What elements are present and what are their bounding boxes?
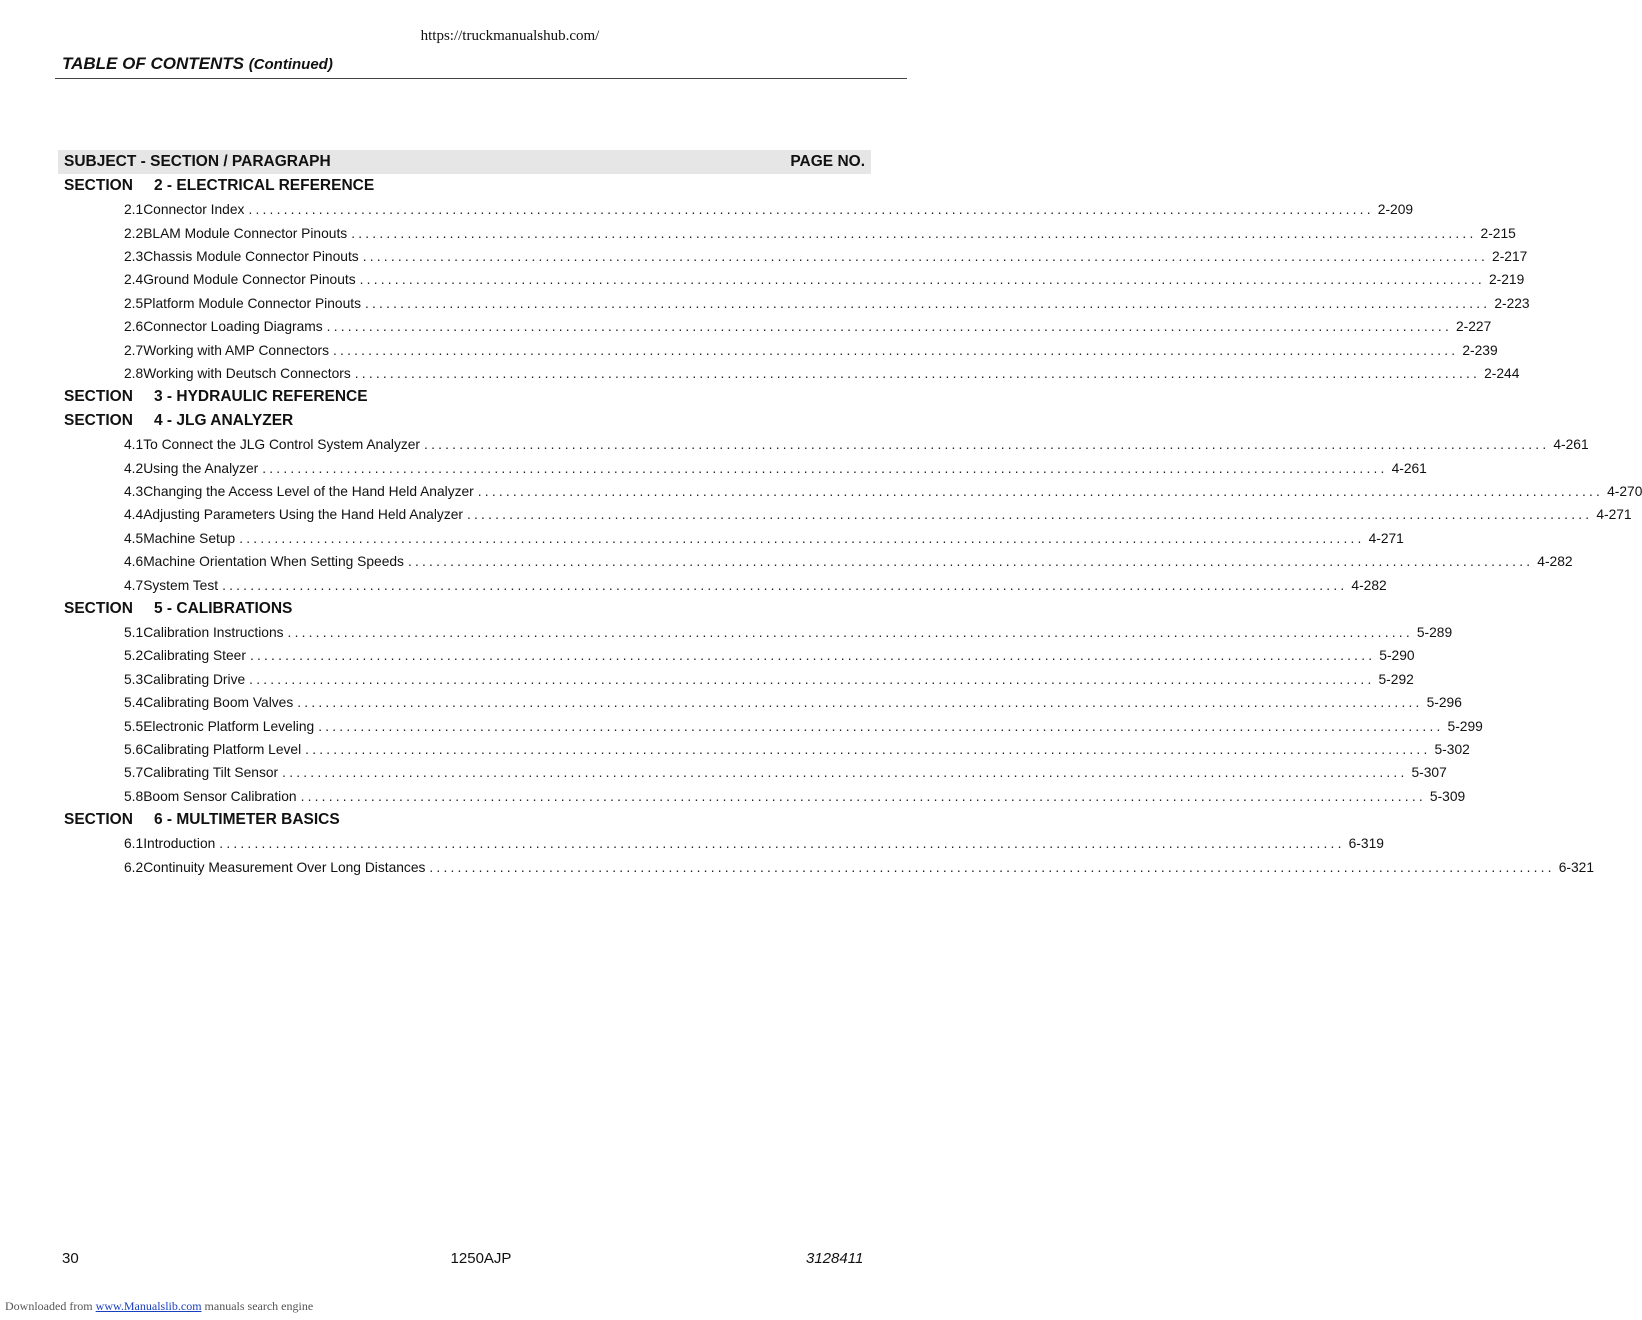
entry-number: 6.1 xyxy=(124,836,144,852)
toc-section-row xyxy=(58,808,871,832)
download-suffix: manuals search engine xyxy=(204,1299,314,1313)
entry-page: 5-302 xyxy=(1434,742,1470,757)
entry-title: Calibrating Steer xyxy=(143,648,246,664)
toc-section-row xyxy=(58,385,871,409)
section-label: SECTION xyxy=(64,177,133,194)
dot-leader: ................................................................................................................................................................ xyxy=(249,648,1376,664)
entry-title: Changing the Access Level of the Hand Held Analyzer xyxy=(143,484,474,500)
toc-entry-row[interactable] xyxy=(58,855,1595,878)
toc-section-row xyxy=(58,597,871,621)
entry-title: BLAM Module Connector Pinouts xyxy=(143,225,348,241)
entry-title-wrap xyxy=(143,437,1588,452)
toc-entry-row[interactable] xyxy=(58,527,1404,550)
toc-entry-row[interactable] xyxy=(58,198,1414,221)
toc-header-row xyxy=(58,150,871,174)
toc-section-row xyxy=(58,174,871,198)
toc-page-heading: PAGE NO. xyxy=(790,153,865,170)
toc-entry-row[interactable] xyxy=(58,315,1492,338)
toc-entry-row[interactable] xyxy=(58,785,1466,808)
section-title: 4 - JLG ANALYZER xyxy=(154,412,294,430)
entry-page: 5-307 xyxy=(1411,765,1447,781)
entry-title: Continuity Measurement Over Long Distances xyxy=(143,859,426,875)
entry-number: 6.2 xyxy=(124,859,144,875)
entry-title-wrap xyxy=(143,672,1414,687)
toc-entry-row[interactable] xyxy=(58,644,1415,667)
entry-title-wrap xyxy=(143,695,1462,710)
dot-leader: ................................................................................................................................................................ xyxy=(318,718,1444,734)
toc-entry-row[interactable] xyxy=(58,433,1589,456)
toc-entry-row[interactable] xyxy=(58,621,1453,644)
dot-leader: ................................................................................................................................................................ xyxy=(333,342,1459,358)
entry-title-wrap xyxy=(143,272,1524,287)
entry-page: 4-282 xyxy=(1351,577,1387,593)
dot-leader: ................................................................................................................................................................ xyxy=(326,319,1452,335)
entry-page: 4-261 xyxy=(1391,460,1427,476)
toc-entry-row[interactable] xyxy=(58,268,1525,291)
toc-entry-row[interactable] xyxy=(58,761,1447,784)
page-title xyxy=(62,54,333,74)
dot-leader: ................................................................................................................................................................ xyxy=(477,484,1604,500)
entry-number: 2.6 xyxy=(124,319,144,335)
entry-title: System Test xyxy=(143,577,219,593)
entry-title-wrap xyxy=(143,719,1483,734)
dot-leader: ................................................................................................................................................................ xyxy=(262,460,1388,476)
entry-title-wrap xyxy=(143,742,1470,757)
entry-title-wrap xyxy=(143,296,1529,311)
dot-leader: ................................................................................................................................................................ xyxy=(300,788,1426,804)
entry-number: 2.8 xyxy=(124,365,144,381)
entry-title: Adjusting Parameters Using the Hand Held Analyzer xyxy=(143,507,463,523)
entry-number: 5.1 xyxy=(124,625,144,641)
entry-page: 5-299 xyxy=(1447,718,1483,734)
dot-leader: ................................................................................................................................................................ xyxy=(248,202,1374,218)
entry-title-wrap xyxy=(143,461,1427,476)
dot-leader: ................................................................................................................................................................ xyxy=(429,859,1555,875)
toc-entry-row[interactable] xyxy=(58,245,1528,268)
toc-entry-row[interactable] xyxy=(58,292,1530,315)
dot-leader: ................................................................................................................................................................ xyxy=(362,248,1489,264)
entry-title: Calibrating Boom Valves xyxy=(143,695,294,711)
entry-page: 5-309 xyxy=(1429,788,1466,804)
entry-number: 4.7 xyxy=(124,577,144,593)
footer-model: 1250AJP xyxy=(450,1250,512,1267)
entry-number: 2.4 xyxy=(124,272,144,288)
toc-entry-row[interactable] xyxy=(58,691,1462,714)
entry-number: 4.1 xyxy=(124,437,144,453)
footer-doc-number: 3128411 xyxy=(806,1250,864,1267)
dot-leader: ................................................................................................................................................................ xyxy=(287,625,1413,641)
entry-title-wrap xyxy=(143,202,1413,217)
entry-page: 2-215 xyxy=(1480,225,1516,241)
dot-leader: ................................................................................................................................................................ xyxy=(364,295,1491,311)
dot-leader: ................................................................................................................................................................ xyxy=(219,836,1345,852)
dot-leader: ................................................................................................................................................................ xyxy=(351,225,1477,241)
toc-entry-row[interactable] xyxy=(58,550,1573,573)
entry-number: 5.6 xyxy=(124,742,144,757)
entry-title: Chassis Module Connector Pinouts xyxy=(143,248,359,264)
entry-title: Machine Orientation When Setting Speeds xyxy=(143,554,404,570)
entry-number: 2.2 xyxy=(124,225,144,241)
entry-page: 2-219 xyxy=(1488,272,1525,288)
dot-leader: ................................................................................................................................................................ xyxy=(407,554,1534,570)
entry-title: Using the Analyzer xyxy=(143,460,259,476)
toc-entry-row[interactable] xyxy=(58,457,1427,480)
entry-page: 6-319 xyxy=(1348,836,1384,852)
entry-title-wrap xyxy=(143,554,1572,569)
entry-title: Working with Deutsch Connectors xyxy=(143,365,351,381)
page-title-continued: (Continued) xyxy=(248,56,333,73)
entry-number: 2.3 xyxy=(124,248,144,264)
toc-entry-row[interactable] xyxy=(58,573,1387,596)
entry-page: 4-261 xyxy=(1553,437,1589,453)
entry-title-wrap xyxy=(143,860,1594,875)
entry-title-wrap xyxy=(143,578,1387,593)
download-prefix: Downloaded from xyxy=(5,1299,93,1313)
section-title: 3 - HYDRAULIC REFERENCE xyxy=(154,388,368,406)
entry-page: 5-292 xyxy=(1378,671,1414,687)
entry-page: 4-282 xyxy=(1537,554,1573,570)
section-label: SECTION xyxy=(64,412,133,430)
entry-number: 2.7 xyxy=(124,342,144,358)
dot-leader: ................................................................................................................................................................ xyxy=(466,507,1593,523)
entry-title-wrap xyxy=(143,249,1527,264)
entry-page: 2-239 xyxy=(1462,342,1498,358)
entry-number: 5.3 xyxy=(124,671,144,687)
entry-page: 5-296 xyxy=(1426,695,1462,711)
entry-page: 6-321 xyxy=(1558,859,1595,875)
entry-title: Connector Loading Diagrams xyxy=(143,319,323,335)
toc-entry-row[interactable] xyxy=(58,832,1384,855)
dot-leader: ................................................................................................................................................................ xyxy=(424,437,1550,453)
section-label: SECTION xyxy=(64,388,133,406)
entry-page: 5-290 xyxy=(1379,648,1415,664)
entry-title-wrap xyxy=(143,765,1447,780)
entry-title-wrap xyxy=(143,484,1642,499)
dot-leader: ................................................................................................................................................................ xyxy=(359,272,1485,288)
section-label: SECTION xyxy=(64,810,133,828)
section-title: 6 - MULTIMETER BASICS xyxy=(154,810,340,828)
entry-title: Calibrating Drive xyxy=(143,671,246,687)
entry-title: Connector Index xyxy=(143,202,245,218)
entry-title-wrap xyxy=(143,648,1414,663)
entry-title: Calibrating Platform Level xyxy=(143,742,302,757)
toc-entry-row[interactable] xyxy=(58,221,1516,244)
entry-title: Ground Module Connector Pinouts xyxy=(143,272,356,288)
entry-title: To Connect the JLG Control System Analyzer xyxy=(143,437,421,453)
entry-title-wrap xyxy=(143,531,1404,546)
entry-number: 2.1 xyxy=(124,202,144,218)
dot-leader: ................................................................................................................................................................ xyxy=(305,742,1431,757)
dot-leader: ................................................................................................................................................................ xyxy=(282,765,1408,781)
table-of-contents xyxy=(58,150,1642,879)
section-title: 2 - ELECTRICAL REFERENCE xyxy=(154,177,375,194)
entry-title: Platform Module Connector Pinouts xyxy=(143,295,361,311)
toc-entry-row[interactable] xyxy=(58,714,1483,737)
entry-page: 5-289 xyxy=(1416,625,1453,641)
toc-section-row xyxy=(58,409,871,433)
section-label: SECTION xyxy=(64,599,133,617)
entry-number: 4.5 xyxy=(124,530,144,546)
entry-title-wrap xyxy=(143,366,1519,381)
entry-title: Electronic Platform Leveling xyxy=(143,718,315,734)
header-divider xyxy=(55,78,907,79)
entry-title-wrap xyxy=(143,226,1516,241)
entry-page: 4-271 xyxy=(1368,530,1404,546)
entry-number: 2.5 xyxy=(124,295,144,311)
entry-title-wrap xyxy=(143,836,1384,851)
toc-entry-row[interactable] xyxy=(58,503,1632,526)
entry-page: 4-271 xyxy=(1596,507,1632,523)
entry-page: 2-217 xyxy=(1492,248,1528,264)
toc-entry-row[interactable] xyxy=(58,338,1498,361)
entry-number: 5.8 xyxy=(124,788,144,804)
manualslib-link[interactable]: www.Manualslib.com xyxy=(95,1299,202,1313)
entry-number: 4.2 xyxy=(124,460,144,476)
entry-number: 4.4 xyxy=(124,507,144,523)
entry-page: 4-270 xyxy=(1607,484,1642,500)
entry-number: 5.5 xyxy=(124,718,144,734)
entry-title: Working with AMP Connectors xyxy=(143,342,330,358)
entry-page: 2-223 xyxy=(1494,295,1530,311)
section-title: 5 - CALIBRATIONS xyxy=(154,599,293,617)
dot-leader: ................................................................................................................................................................ xyxy=(239,530,1365,546)
dot-leader: ................................................................................................................................................................ xyxy=(222,577,1348,593)
entry-page: 2-227 xyxy=(1455,319,1492,335)
dot-leader: ................................................................................................................................................................ xyxy=(249,671,1375,687)
entry-number: 4.3 xyxy=(124,484,144,500)
entry-title: Introduction xyxy=(143,836,216,852)
entry-number: 5.7 xyxy=(124,765,144,781)
entry-title-wrap xyxy=(143,789,1465,804)
page-title-text: TABLE OF CONTENTS xyxy=(62,54,244,73)
entry-title-wrap xyxy=(143,343,1497,358)
entry-number: 5.2 xyxy=(124,648,144,664)
source-url: https://truckmanualshub.com/ xyxy=(420,28,600,44)
entry-title: Calibration Instructions xyxy=(143,625,284,641)
toc-body xyxy=(58,174,1642,879)
toc-entry-row[interactable] xyxy=(58,480,1642,503)
entry-number: 4.6 xyxy=(124,554,144,570)
entry-title-wrap xyxy=(143,319,1491,334)
entry-title-wrap xyxy=(143,507,1631,522)
toc-entry-row[interactable] xyxy=(58,362,1520,385)
download-notice xyxy=(5,1299,313,1314)
dot-leader: ................................................................................................................................................................ xyxy=(354,365,1481,381)
entry-title-wrap xyxy=(143,625,1452,640)
toc-entry-row[interactable] xyxy=(58,738,1470,761)
entry-title: Calibrating Tilt Sensor xyxy=(143,765,279,781)
toc-entry-row[interactable] xyxy=(58,668,1414,691)
entry-page: 2-244 xyxy=(1484,365,1520,381)
entry-page: 2-209 xyxy=(1377,202,1414,218)
entry-title: Boom Sensor Calibration xyxy=(143,788,297,804)
entry-title: Machine Setup xyxy=(143,530,236,546)
dot-leader: ................................................................................................................................................................ xyxy=(297,695,1423,711)
toc-subject-heading: SUBJECT - SECTION / PARAGRAPH xyxy=(64,153,331,170)
footer-page-number: 30 xyxy=(62,1250,79,1267)
entry-number: 5.4 xyxy=(124,695,144,711)
